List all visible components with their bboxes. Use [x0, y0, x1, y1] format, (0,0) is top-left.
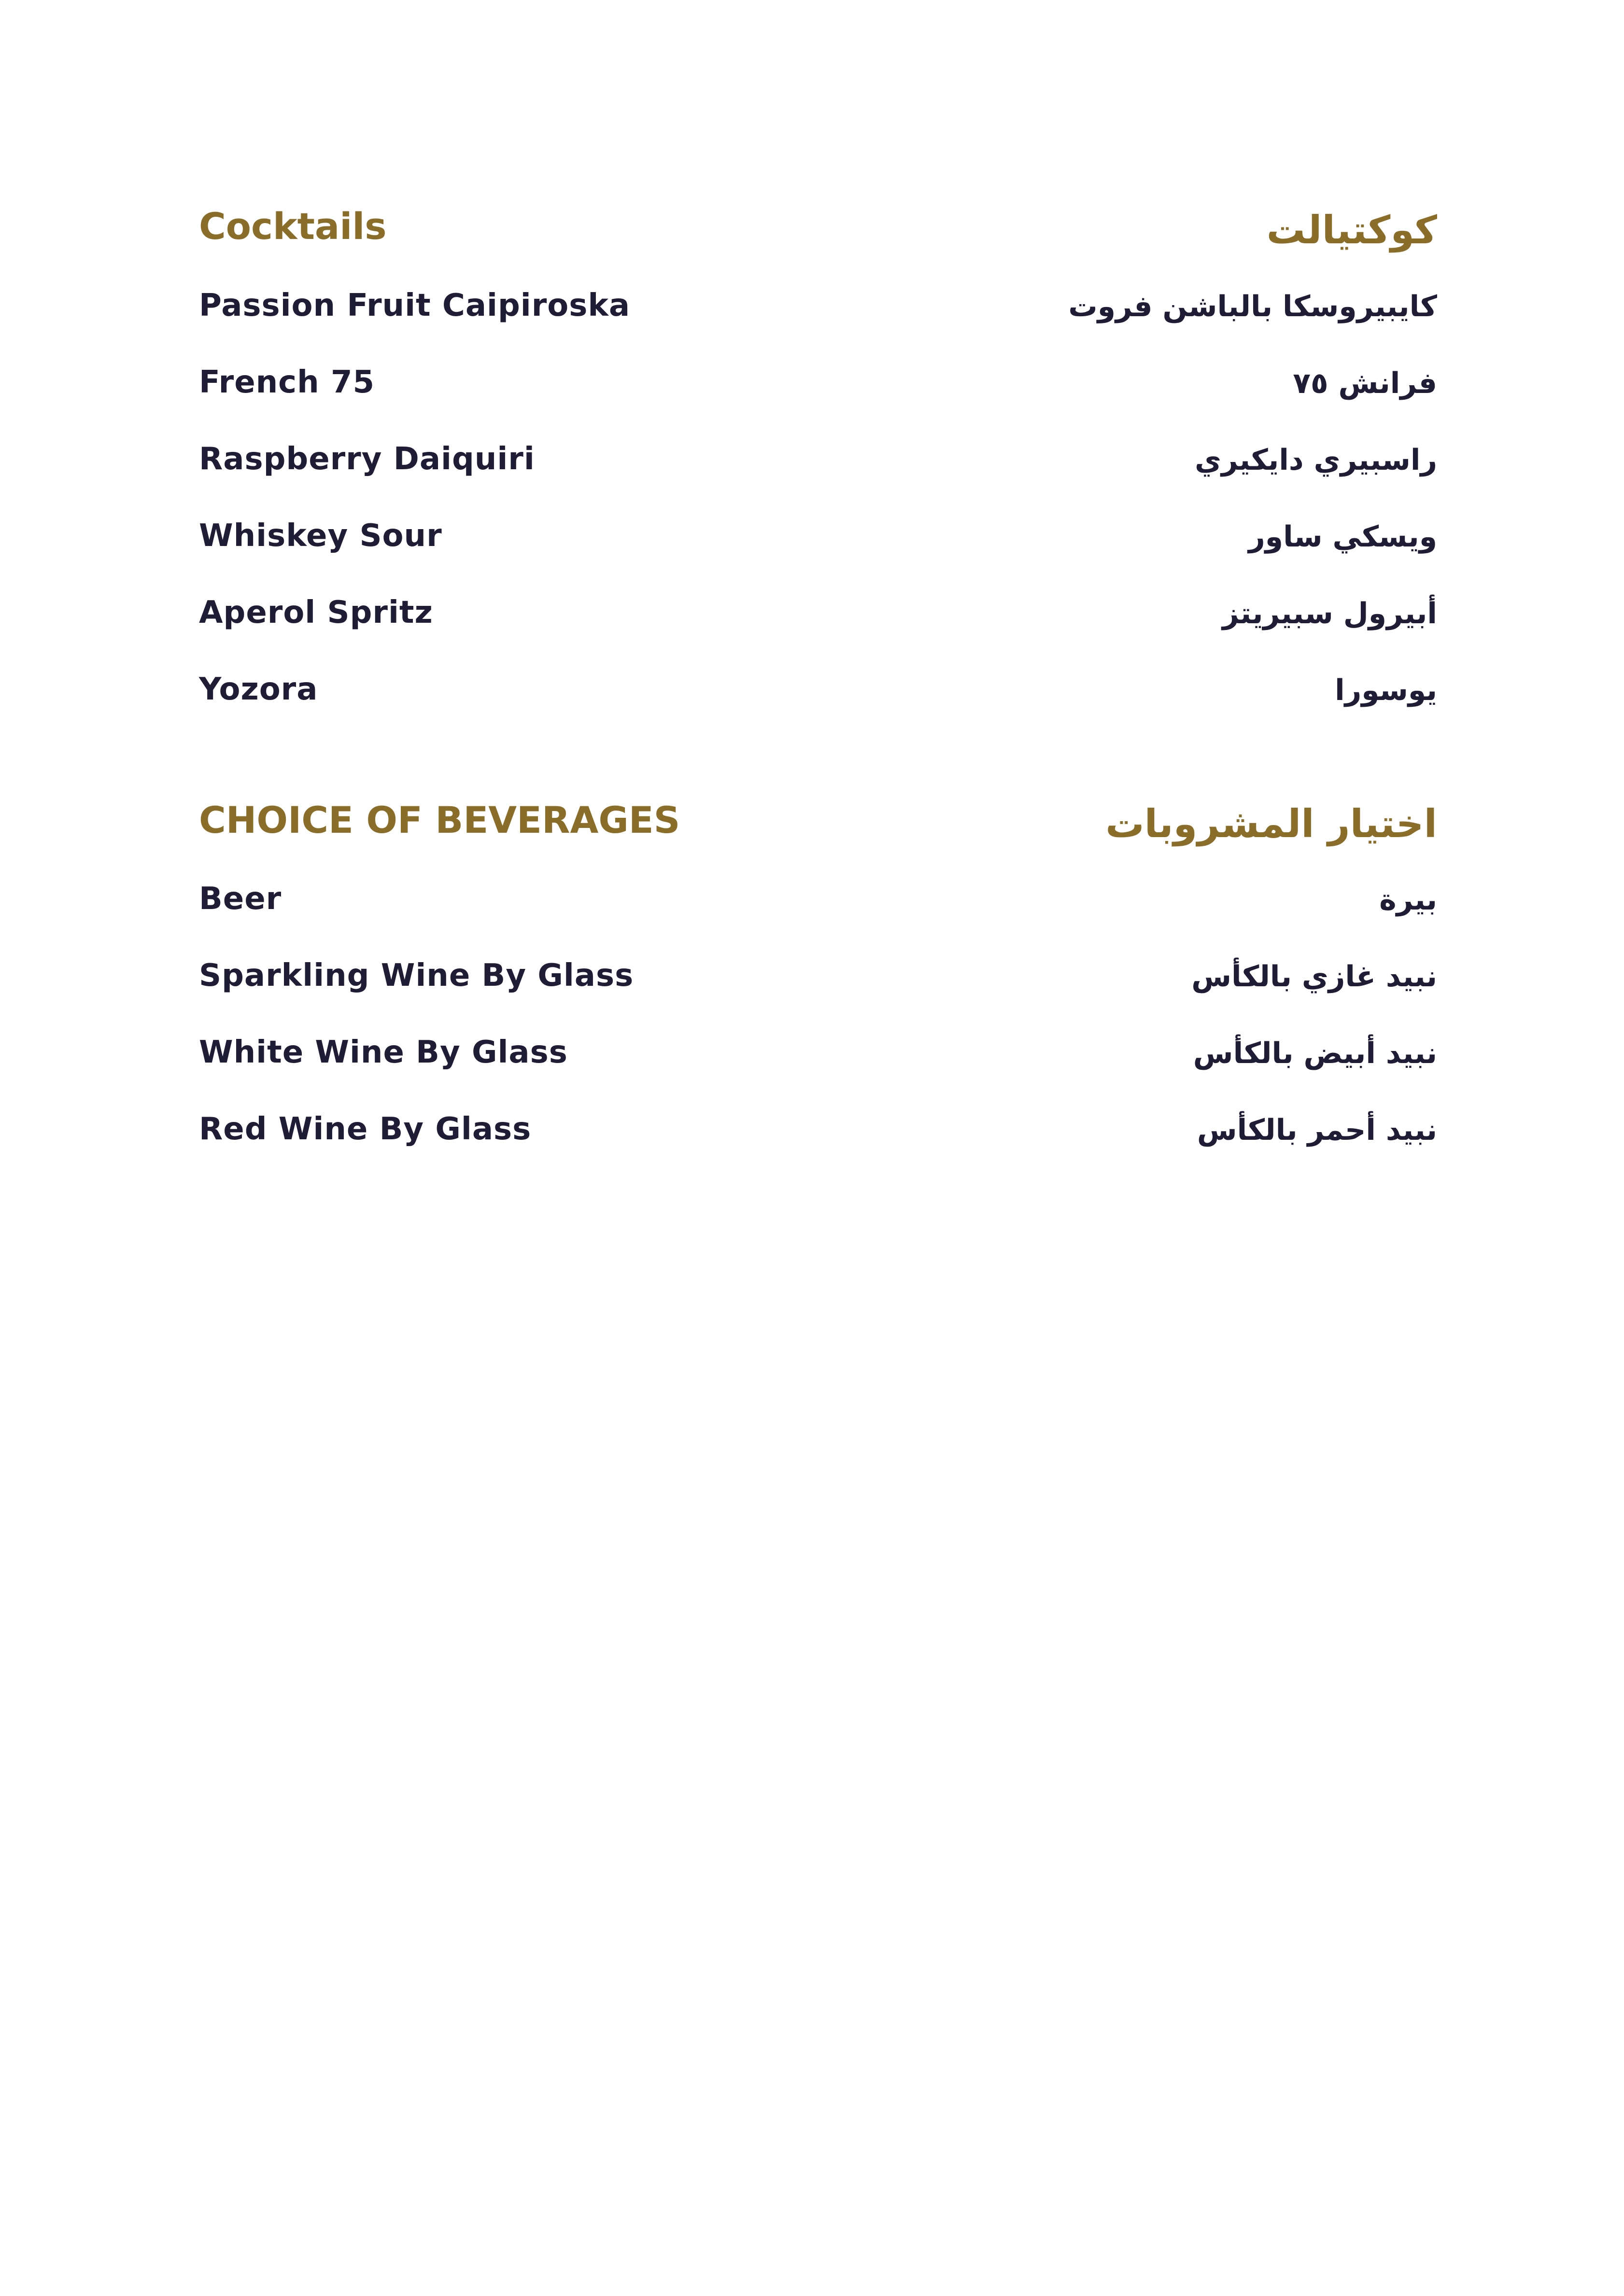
menu-item-name-ar: نبيد أبيض بالكأس [1193, 1036, 1437, 1070]
section-title-en: Cocktails [199, 205, 387, 248]
section-title-ar: اختيار المشروبات [1105, 801, 1437, 846]
menu-item-name-ar: نبيد غازي بالكأس [1191, 960, 1437, 994]
section-title-ar: كوكتيالت [1266, 208, 1437, 252]
menu-item-name-en: Raspberry Daiquiri [199, 441, 535, 477]
menu-item-name-ar: ويسكي ساور [1248, 520, 1437, 554]
menu-item [199, 1035, 1437, 1088]
menu-item [199, 518, 1437, 571]
menu-item-name-ar: راسبيري دايكيري [1195, 443, 1437, 477]
menu-item [199, 1111, 1437, 1164]
menu-item [199, 364, 1437, 418]
section-heading-beverages [199, 797, 1437, 850]
menu-item-name-en: Passion Fruit Caipiroska [199, 288, 631, 323]
menu-item-name-ar: فرانش ٧٥ [1293, 366, 1437, 400]
menu-item-name-ar: كايبيروسكا بالباشن فروت [1068, 290, 1437, 323]
menu-item-name-en: Aperol Spritz [199, 595, 433, 630]
menu-item-name-ar: يوسورا [1335, 673, 1437, 707]
menu-item-name-ar: أبيرول سبيريتز [1222, 597, 1437, 630]
section-heading-cocktails [199, 203, 1437, 256]
menu-item-name-en: Sparkling Wine By Glass [199, 958, 634, 994]
menu-item-name-en: Yozora [199, 672, 318, 707]
menu-item-name-ar: نبيد أحمر بالكأس [1197, 1113, 1437, 1147]
menu-item-name-en: Whiskey Sour [199, 518, 442, 554]
menu-item [199, 672, 1437, 725]
menu-item-name-en: French 75 [199, 364, 375, 400]
menu-item [199, 441, 1437, 494]
menu-item [199, 958, 1437, 1011]
menu-item [199, 288, 1437, 341]
section-title-en: CHOICE OF BEVERAGES [199, 798, 680, 841]
menu-item-name-en: White Wine By Glass [199, 1035, 568, 1070]
menu-item [199, 881, 1437, 934]
menu-item-name-en: Red Wine By Glass [199, 1111, 532, 1147]
menu-item-name-en: Beer [199, 881, 282, 917]
menu-item [199, 595, 1437, 648]
menu-item-name-ar: بيرة [1379, 883, 1437, 917]
